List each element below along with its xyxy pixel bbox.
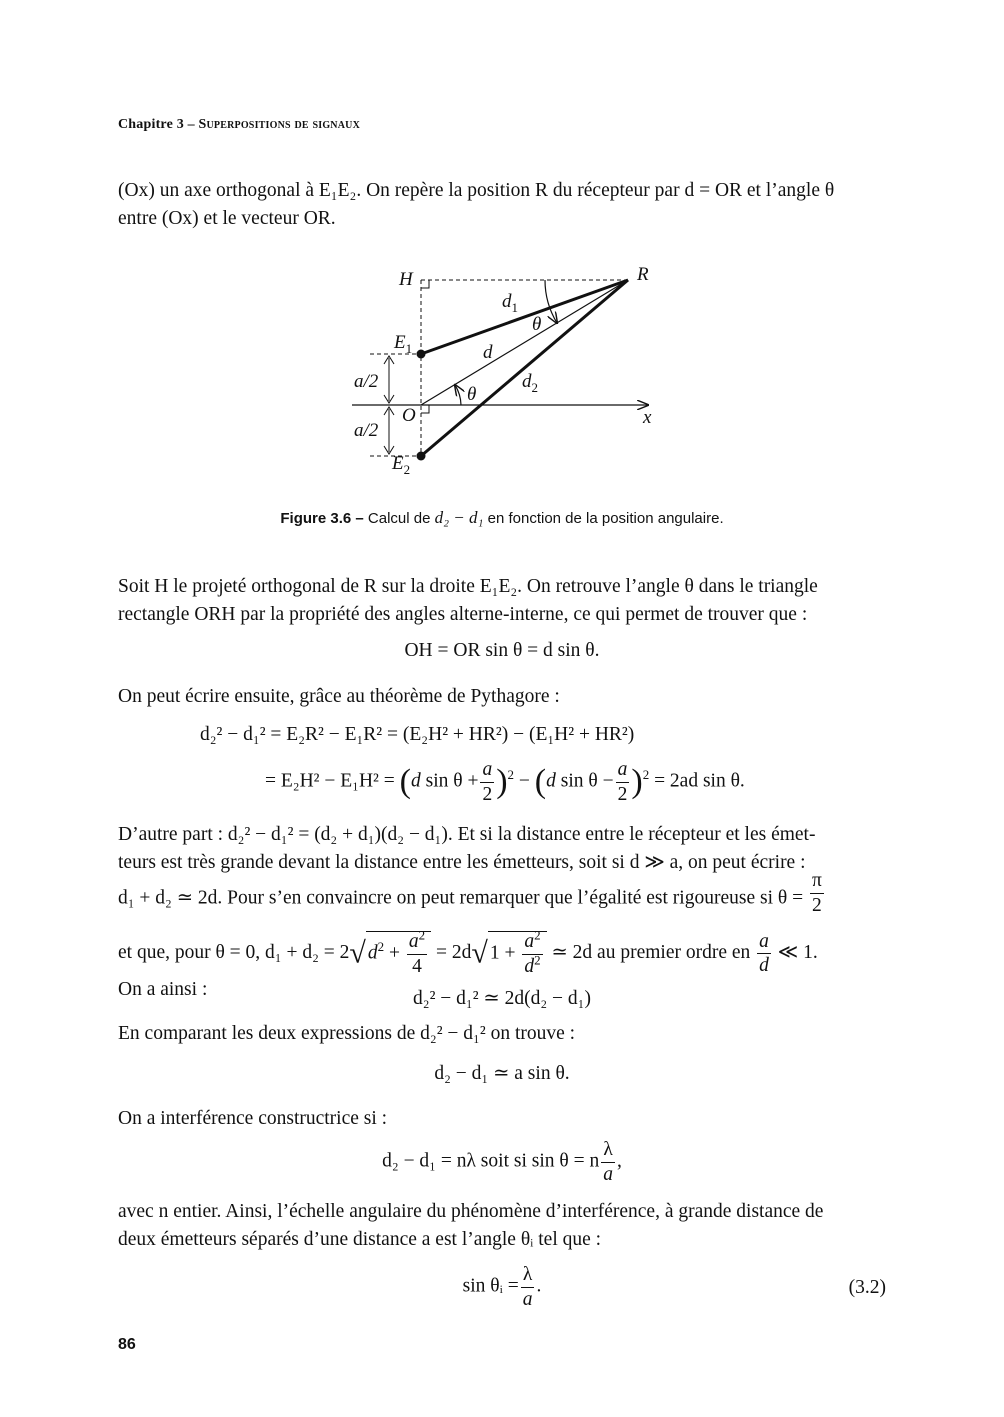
paragraph-6: [118, 1198, 886, 1254]
right-angle-o: [421, 405, 429, 413]
label-d1: $d_1$: [502, 291, 518, 315]
intro-line-1: (Ox) un axe orthogonal à E₁E₂. On repère la position R du récepteur par d = OR et l’angle θ: [118, 180, 835, 201]
label-half-a-bottom: a/2: [354, 420, 379, 441]
equation-number: (3.2): [848, 1277, 886, 1298]
equation-pythagore-2: = E₂H² − E₁H² = (d sin θ + $\frac{a}{2}$ )$^2$ − (d sin θ − $\frac{a}{2}$ )$^2$ = 2ad sin θ.: [265, 759, 745, 805]
chapter-label: Chapitre 3 –: [118, 117, 195, 132]
caption-text-after: en fonction de la position angulaire.: [487, 510, 724, 527]
para3-line-3: d₁ + d₂ ≃ 2d. Pour s’en convaincre on peut remarquer que l’égalité est rigoureuse si θ = $\frac{\pi}{2}$: [118, 870, 822, 916]
para1-line-1: Soit H le projeté orthogonal de R sur la droite E₁E₂. On retrouve l’angle θ dans le triangle: [118, 576, 818, 597]
label-e2: $E_2$: [392, 453, 411, 477]
label-d: d: [483, 342, 493, 363]
theta-arc-origin: [455, 385, 461, 405]
para6-line-2: deux émetteurs séparés d’une distance a est l’angle θᵢ tel que :: [118, 1229, 602, 1250]
para1-line-2: rectangle ORH par la propriété des angles alterne-interne, ce qui permet de trouver que :: [118, 604, 808, 625]
equation-oh: OH = OR sin θ = d sin θ.: [404, 640, 600, 661]
theta-arc-r: [545, 280, 557, 323]
label-d2: $d_2$: [522, 371, 538, 395]
paragraph-4: [118, 1020, 886, 1048]
eq-pyth2-part-b: = 2ad sin θ.: [654, 770, 745, 792]
para2-text: On peut écrire ensuite, grâce au théorème de Pythagore :: [118, 686, 560, 707]
label-theta-r: θ: [532, 314, 542, 335]
para6-line-1: avec n entier. Ainsi, l’échelle angulaire du phénomène d’interférence, à grande distance de: [118, 1201, 824, 1222]
line-d2: [421, 280, 628, 456]
intro-line-2: entre (Ox) et le vecteur OR.: [118, 208, 336, 229]
para3-line-2: teurs est très grande devant la distance entre les émetteurs, soit si d ≫ a, on peut écrire :: [118, 852, 806, 873]
caption-label: Figure 3.6 –: [280, 510, 364, 527]
caption-math: d₂ − d₁: [434, 508, 484, 527]
figure-caption: [0, 508, 1004, 528]
para3-line-5: On a ainsi :: [118, 979, 208, 1000]
equation-constructive: d₂ − d₁ = nλ soit si sin θ = n $\frac{\lambda}{a}$ ,: [382, 1139, 622, 1185]
paragraph-5: [118, 1105, 886, 1133]
paragraph-3: [118, 821, 886, 1004]
right-angle-h: [421, 280, 429, 288]
eq-constr-text: d₂ − d₁ = nλ soit si sin θ = n: [382, 1150, 600, 1172]
eq-pyth2-part-a: = E₂H² − E₁H² =: [265, 770, 395, 792]
eq-final-text: sin θᵢ =: [462, 1275, 519, 1297]
equation-approx: d₂² − d₁² ≃ 2d(d₂ − d₁): [413, 988, 591, 1009]
equation-diff: d₂ − d₁ ≃ a sin θ.: [434, 1063, 570, 1084]
chapter-title: Superpositions de signaux: [198, 117, 360, 132]
label-o: O: [402, 405, 416, 426]
label-r: R: [637, 264, 649, 285]
paragraph-2: [118, 683, 886, 711]
equation-final: sin θᵢ = $\frac{\lambda}{a}$ . (3.2): [462, 1264, 886, 1310]
label-x: x: [643, 407, 652, 428]
geometry-figure: [0, 0, 1004, 500]
page-number: 86: [118, 1336, 136, 1353]
label-h: H: [399, 269, 413, 290]
label-e1: $E_1$: [394, 332, 413, 356]
label-half-a-top: a/2: [354, 371, 379, 392]
para4-text: En comparant les deux expressions de d₂² − d₁² on trouve :: [118, 1023, 576, 1044]
para3-line-1: D’autre part : d₂² − d₁² = (d₂ + d₁)(d₂ − d₁). Et si la distance entre le récepteur et les émet-: [118, 824, 816, 845]
para3-line-4: et que, pour θ = 0, d₁ + d₂ = 2√ $d^2$ + $\frac{a^2}{4}$ = 2d√ 1 + $\frac{a^2}{d^2}$ ≃ 2d au premier ordre en $\frac{a}{d}$ ≪ 1.: [118, 927, 818, 977]
caption-text-before: Calcul de: [367, 510, 431, 527]
paragraph-1: [118, 573, 886, 629]
equation-pythagore-1: d₂² − d₁² = E₂R² − E₁R² = (E₂H² + HR²) − (E₁H² + HR²): [200, 724, 635, 745]
label-theta-origin: θ: [467, 384, 477, 405]
para5-text: On a interférence constructrice si :: [118, 1108, 388, 1129]
